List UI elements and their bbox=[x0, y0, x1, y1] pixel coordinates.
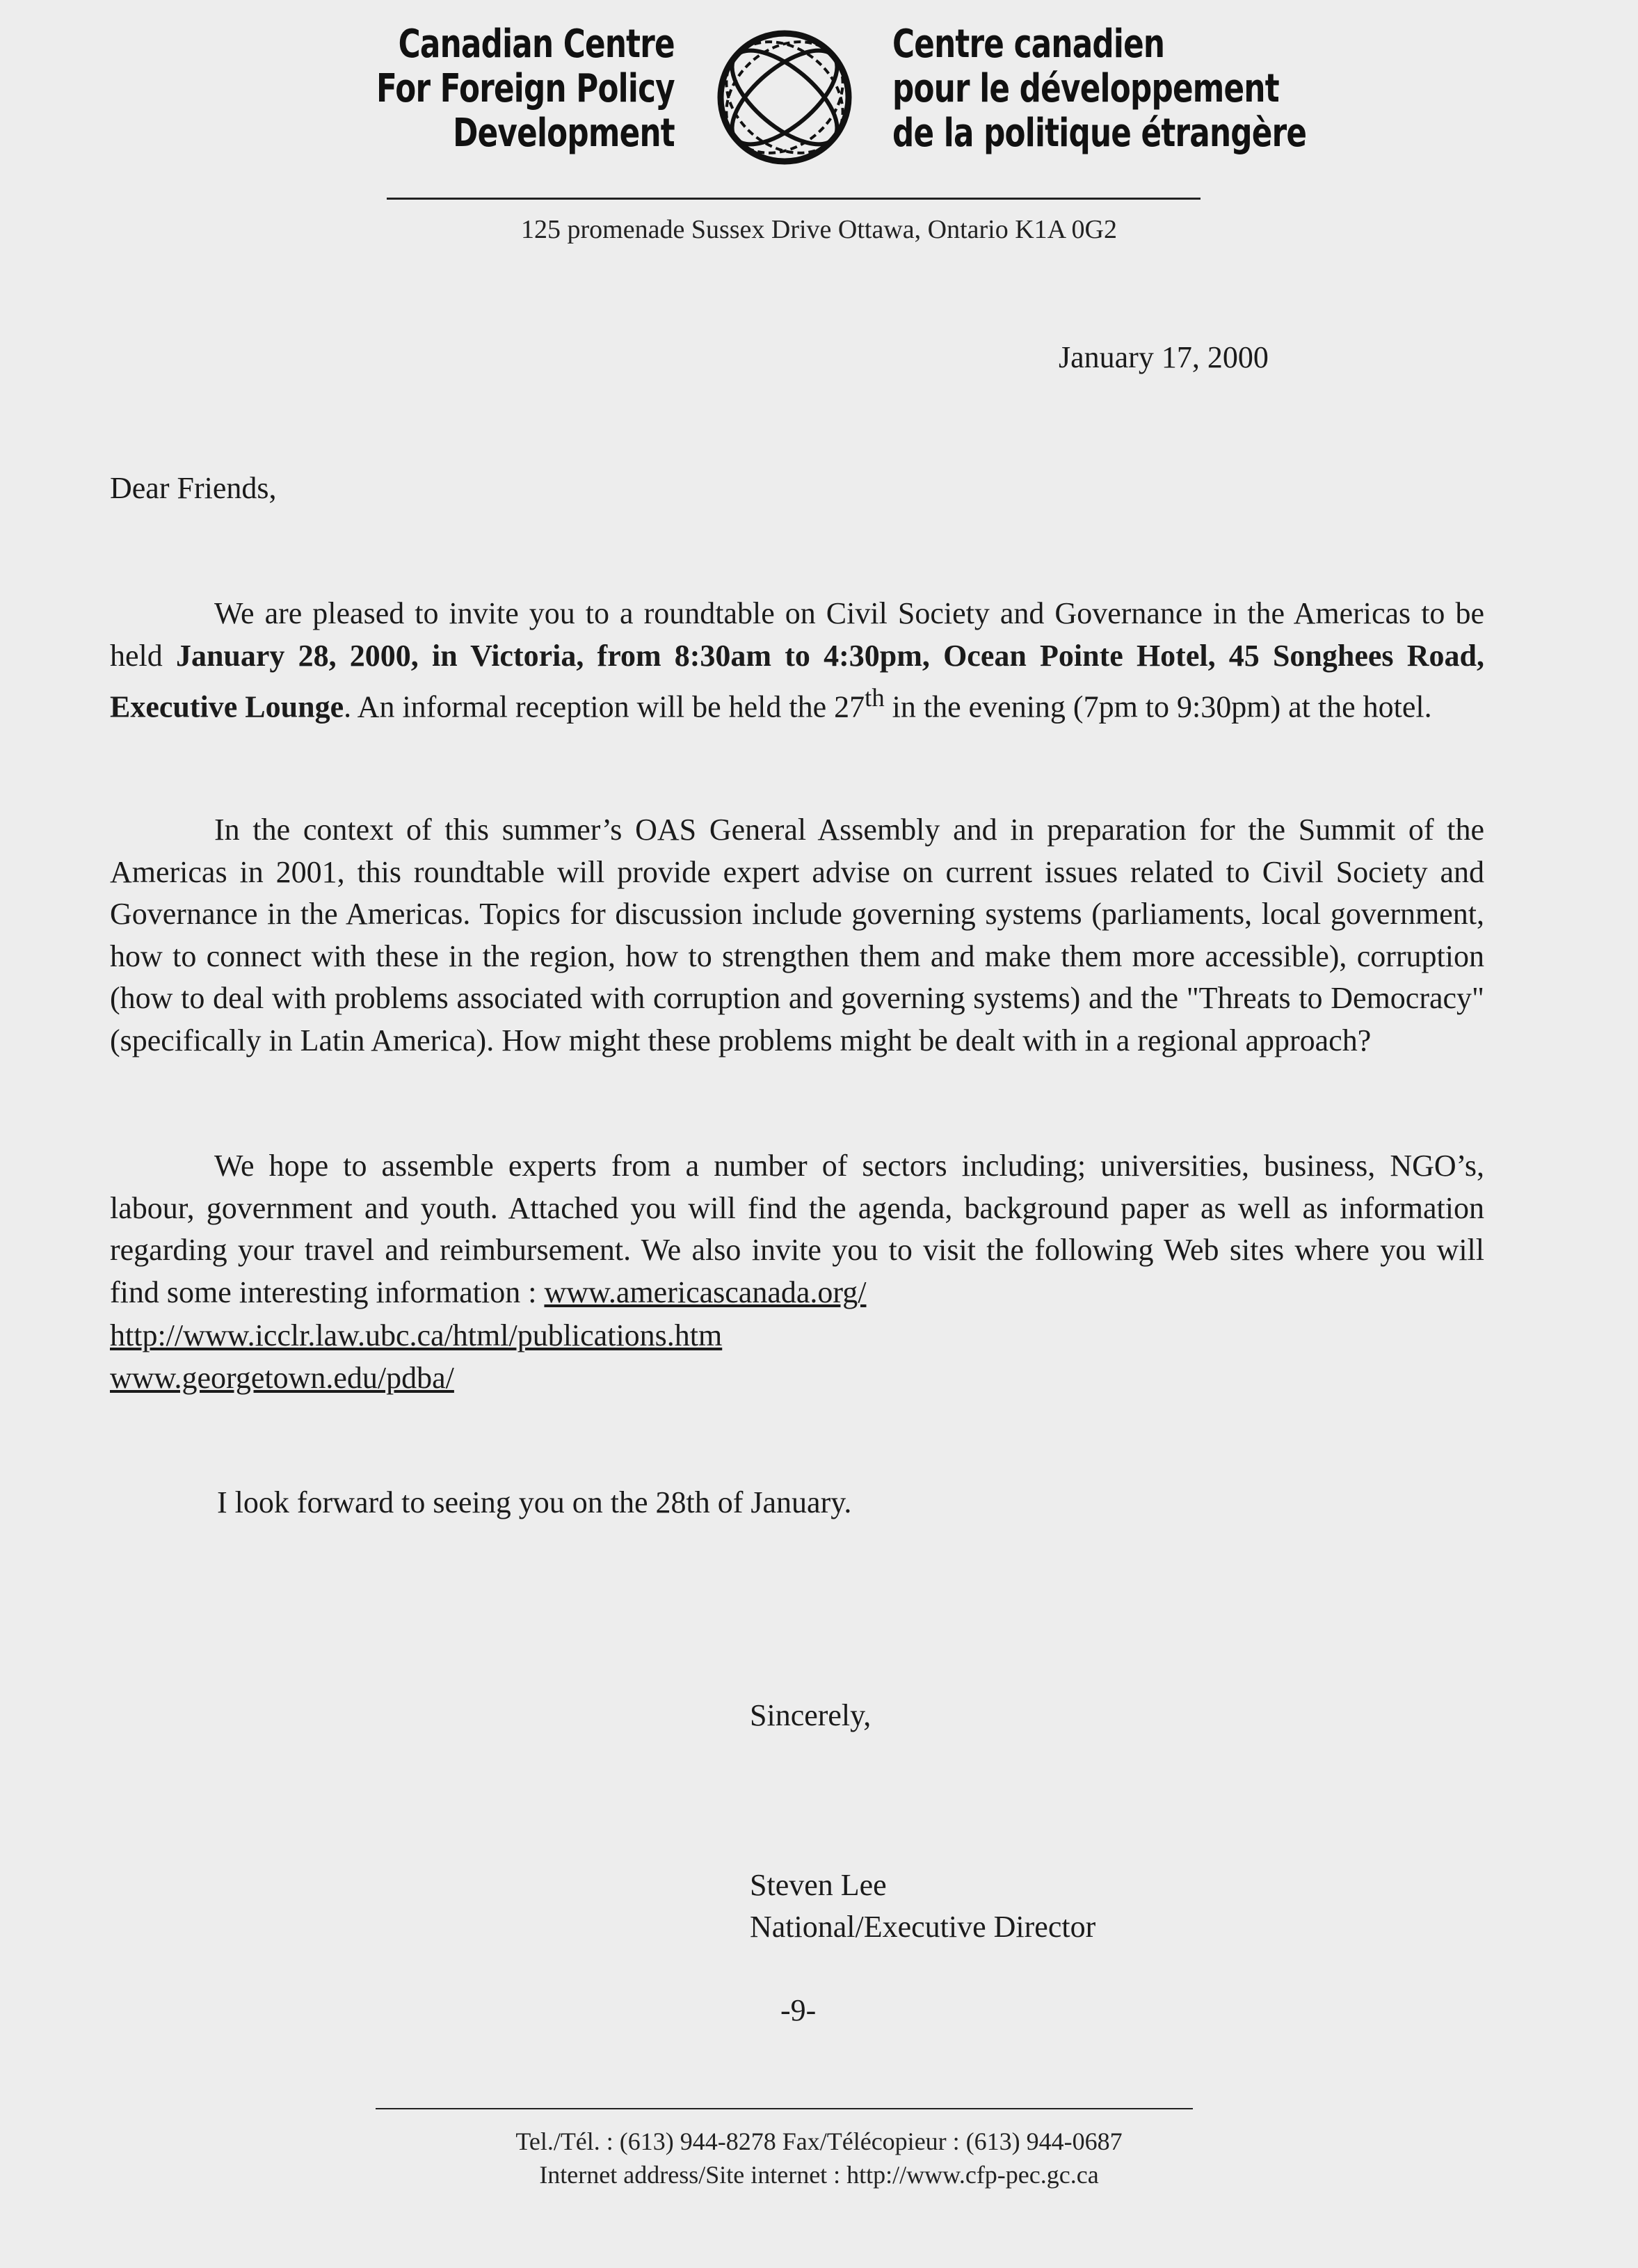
signer-name: Steven Lee bbox=[750, 1868, 887, 1902]
letterhead-divider bbox=[387, 198, 1201, 200]
paragraph-experts: We hope to assemble experts from a number of sectors including; universities, business, NGO’s, labour, government and youth. Attached you will find the agenda, background paper as well as information regarding your travel and reimbursement. We also invite you to visit the following Web sites where you will find some interesting information : www.americascanada.org/ bbox=[110, 1149, 1484, 1309]
page-number: -9- bbox=[780, 1993, 817, 2027]
event-details: January 28, 2000, in Victoria, from 8:30am to 4:30pm, Ocean Pointe Hotel, 45 Songhees Road, Executive Lounge bbox=[110, 638, 1484, 724]
letterhead-french-name: Centre canadien pour le développement de la politique étrangère bbox=[892, 22, 1307, 156]
link-icclr[interactable]: http://www.icclr.law.ubc.ca/html/publications.htm bbox=[110, 1318, 723, 1352]
signer-title: National/Executive Director bbox=[750, 1910, 1096, 1944]
globe-icon bbox=[715, 28, 854, 167]
letterhead-english-name: Canadian Centre For Foreign Policy Development bbox=[376, 22, 675, 156]
footer-phone-fax: Tel./Tél. : (613) 944-8278 Fax/Télécopieur : (613) 944-0687 bbox=[515, 2127, 1123, 2155]
link-americascanada[interactable]: www.americascanada.org/ bbox=[544, 1275, 867, 1309]
footer-web: Internet address/Site internet : http://www.cfp-pec.gc.ca bbox=[539, 2161, 1099, 2189]
link-georgetown[interactable]: www.georgetown.edu/pdba/ bbox=[110, 1360, 454, 1395]
footer-divider bbox=[376, 2108, 1193, 2109]
website-links bbox=[110, 1315, 722, 1399]
letterhead-address: 125 promenade Sussex Drive Ottawa, Ontario K1A 0G2 bbox=[521, 215, 1117, 244]
footer bbox=[0, 2125, 1638, 2191]
sign-off: Sincerely, bbox=[750, 1698, 872, 1732]
closing-line: I look forward to seeing you on the 28th of January. bbox=[217, 1485, 852, 1519]
salutation: Dear Friends, bbox=[110, 471, 277, 505]
paragraph-invitation: We are pleased to invite you to a roundtable on Civil Society and Governance in the Americas to be held January 28, 2000, in Victoria, from 8:30am to 4:30pm, Ocean Pointe Hotel, 45 Songhees Road, Executive Lounge. An informal reception will be held the 27th in the evening (7pm to 9:30pm) at the hotel. bbox=[110, 596, 1484, 724]
letter-date: January 17, 2000 bbox=[1059, 340, 1269, 374]
paragraph-context: In the context of this summer’s OAS General Assembly and in preparation for the Summit of the Americas in 2001, this roundtable will provide expert advise on current issues related to Civil Society and Governance in the Americas. Topics for discussion include governing systems (parliaments, local government, how to connect with these in the region, how to strengthen them and make them more accessible), corruption (how to deal with problems associated with corruption and governing systems) and the "Threats to Democracy" (specifically in Latin America). How might these problems might be dealt with in a regional approach? bbox=[110, 813, 1484, 1057]
